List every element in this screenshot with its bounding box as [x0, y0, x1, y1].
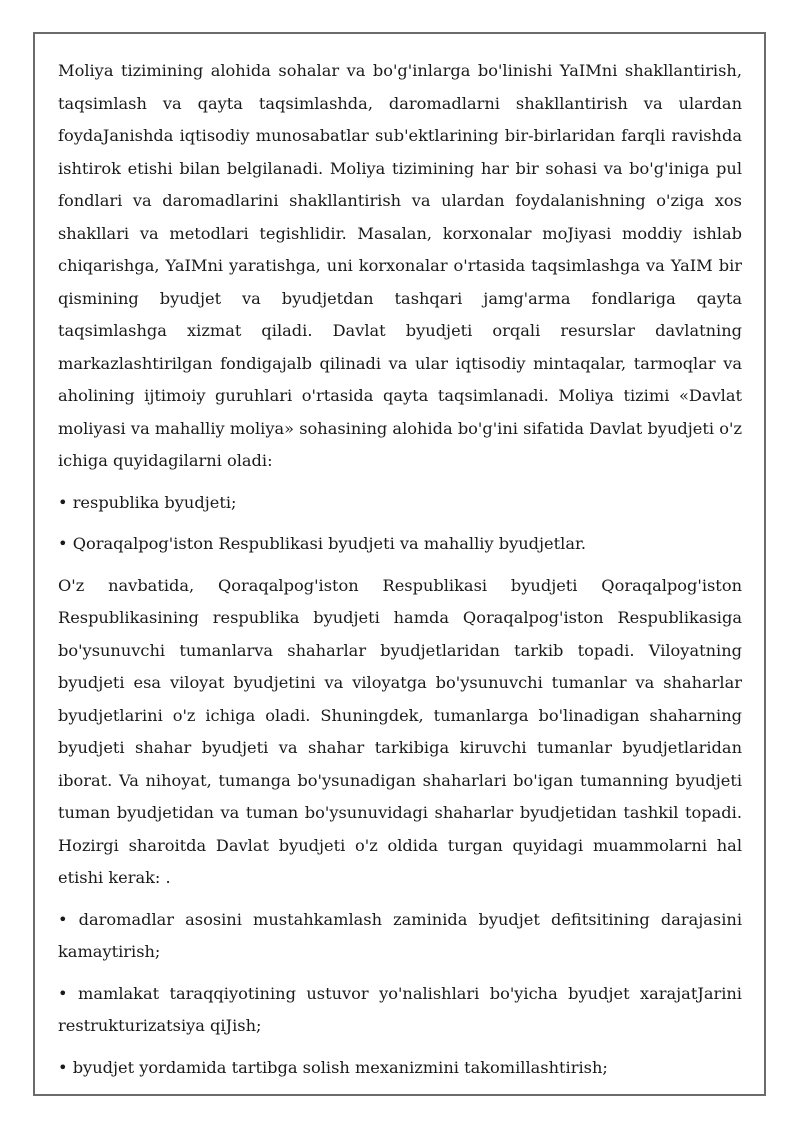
bullet-qoraqalpogiston-byudjeti: • Qoraqalpog'iston Respublikasi byudjeti va mahalliy byudjetlar.: [58, 534, 587, 553]
paragraph-moliya-tizimi: Moliya tizimining alohida sohalar va bo'g'inlarga bo'linishi YaIMni shakllantirish, taqsimlash va qayta taqsimlashda, daromadlarni shakllantirish va ulardan foydaJanishda iqtisodiy munosabatlar sub'ektlarining bir-birlaridan farqli ravishda ishtirok etishi bilan belgilanadi. Moliya tizimining har bir sohasi va bo'g'iniga pul fondlari va daromadlarini shakllantirish va ulardan foydalanishning o'ziga xos shakllari va metodlari tegishlidir. Masalan, korxonalar moJiyasi moddiy ishlab chiqarishga, YaIMni yaratishga, uni korxonalar o'rtasida taqsimlashga va YaIM bir qismining byudjet va byudjetdan tashqari jamg'arma fondlariga qayta taqsimlashga xizmat qiladi. Davlat byudjeti orqali resurslar davlatning markazlashtirilgan fondigajalb qilinadi va ular iqtisodiy mintaqalar, tarmoqlar va aholining ijtimoiy guruhlari o'rtasida qayta taqsimlanadi. Moliya tizimi «Davlat moliyasi va mahalliy moliya» sohasining alohida bo'g'ini sifatida Davlat byudjeti o'z ichiga quyidagilarni oladi:: [58, 61, 742, 470]
document-body: [58, 55, 742, 1093]
bullet-ustuvor-yonalishlar: • mamlakat taraqqiyotining ustuvor yo'nalishlari bo'yicha byudjet xarajatJarini restrukturizatsiya qiJish;: [58, 983, 742, 1035]
bullet-daromadlar-asosi: • daromadlar asosini mustahkamlash zaminida byudjet defitsitining darajasini kamaytirish;: [58, 909, 742, 961]
bullet-tartibga-solish: • byudjet yordamida tartibga solish mexanizmini takomillashtirish;: [58, 1057, 608, 1077]
bullet-respublika-byudjeti: • respublika byudjeti;: [58, 492, 237, 512]
paragraph-ozbek-navbatida: O'z navbatida, Qoraqalpog'iston Respublikasi byudjeti Qoraqalpog'iston Respublikasining respublika byudjeti hamda Qoraqalpog'iston Respublikasiga bo'ysunuvchi tumanlarva shaharlar byudjetlaridan tarkib topadi. Viloyatning byudjeti esa viloyat byudjetini va viloyatga bo'ysunuvchi tumanlar va shaharlar byudjetlarini o'z ichiga oladi. Shuningdek, tumanlarga bo'linadigan shaharning byudjeti shahar byudjeti va shahar tarkibiga kiruvchi tumanlar byudjetlaridan iborat. Va nihoyat, tumanga bo'ysunadigan shaharlari bo'igan tumanning byudjeti tuman byudjetidan va tuman bo'ysunuvidagi shaharlar byudjetidan tashkil topadi. Hozirgi sharoitda Davlat byudjeti o'z oldida turgan quyidagi muammolarni hal etishi kerak: .: [58, 575, 742, 887]
